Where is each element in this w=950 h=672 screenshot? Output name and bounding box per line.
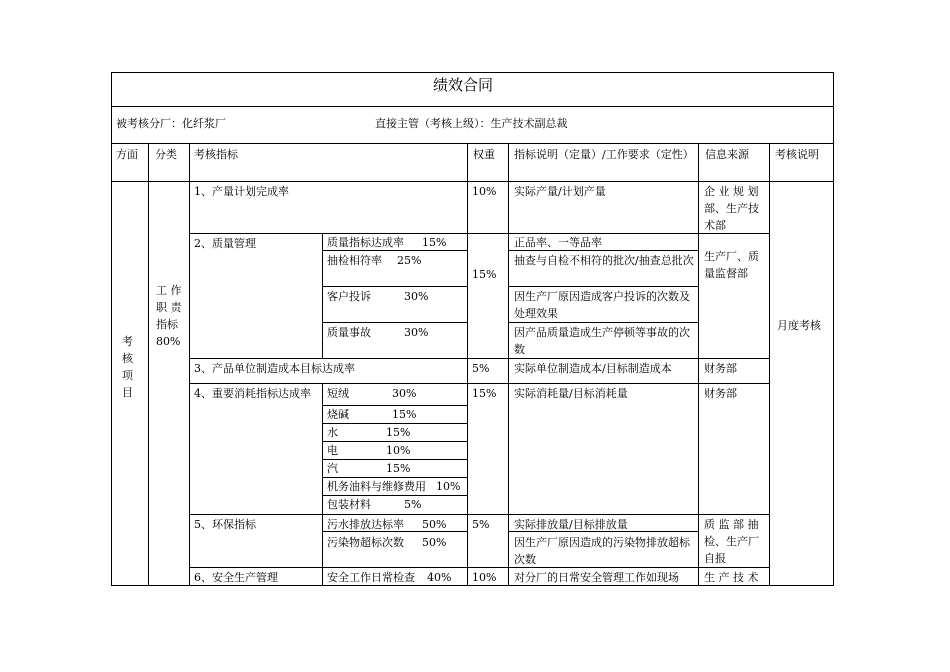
sub-indicator-label: 污水排放达标率 [327, 518, 404, 531]
sub-indicator-pct: 5% [404, 498, 422, 511]
class-line-4: 80% [156, 335, 181, 348]
sub-indicator-pct: 10% [386, 444, 411, 457]
page-title: 绩效合同 [433, 76, 494, 94]
indicator-weight: 5% [472, 518, 490, 531]
sub-indicator-label: 质量指标达成率 [327, 236, 404, 249]
sub-indicator-label: 抽检相符率 [327, 254, 382, 267]
indicator-desc: 实际产量/计划产量 [514, 185, 606, 198]
q-sub-sep-3 [322, 322, 467, 323]
sub-indicator-label: 安全工作日常检查 [327, 571, 415, 584]
sub-indicator-pct: 15% [386, 462, 411, 475]
col-line-1 [148, 143, 149, 586]
sub-indicator-pct: 15% [422, 236, 447, 249]
sub-indicator-label: 短绒 [327, 387, 349, 400]
row-sep-1 [189, 233, 769, 234]
sub-indicator-pct: 50% [422, 518, 447, 531]
info-source: 质 监 部 抽检、生产厂自报 [704, 518, 759, 565]
indicator-desc: 因生产厂原因造成的污染物排放超标次数 [514, 536, 690, 566]
assessed-unit: 被考核分厂：化纤浆厂 [116, 117, 226, 130]
row-sep-2 [189, 358, 769, 359]
header-divider [111, 181, 834, 182]
header-quanzhong: 权重 [473, 148, 495, 161]
aspect-char-4: 目 [122, 386, 133, 399]
row-sep-4 [189, 514, 769, 515]
sub-indicator-label: 水 [327, 426, 338, 439]
class-line-1: 工 作 [156, 284, 182, 297]
table-border-top [111, 72, 834, 73]
info-source: 生 产 技 术 [704, 571, 759, 584]
indicator-desc: 实际消耗量/目标消耗量 [514, 387, 628, 400]
aspect-char-2: 核 [122, 352, 133, 365]
sub-indicator-label: 质量事故 [327, 326, 371, 339]
info-source: 企 业 规 划部、生产技术部 [704, 185, 759, 232]
header-fangmian: 方面 [116, 148, 138, 161]
q-sub-sep-2 [322, 286, 467, 287]
info-source: 财务部 [704, 387, 737, 400]
table-border-right [833, 72, 834, 586]
header-zhibiao: 考核指标 [194, 148, 238, 161]
indicator-name: 5、环保指标 [194, 518, 256, 531]
sub-indicator-label: 烧碱 [327, 408, 349, 421]
sub-indicator-label: 污染物超标次数 [327, 536, 404, 549]
indicator-weight: 5% [472, 362, 490, 375]
q-desc-sep-3 [508, 322, 698, 323]
indicator-weight: 10% [472, 571, 497, 584]
info-source: 财务部 [704, 362, 737, 375]
indicator-weight: 15% [472, 268, 497, 281]
sub-indicator-pct: 30% [392, 387, 417, 400]
sub-col-line-b [322, 383, 323, 586]
col-line-6 [698, 143, 699, 586]
info-divider [111, 143, 834, 144]
header-kaohe: 考核说明 [775, 148, 819, 161]
sub-indicator-label: 汽 [327, 462, 338, 475]
aspect-char-3: 项 [122, 369, 133, 382]
col-line-4 [467, 143, 468, 586]
sub-indicator-label: 电 [327, 444, 338, 457]
indicator-desc: 因生产厂原因造成客户投诉的次数及处理效果 [514, 290, 690, 320]
indicator-name: 1、产量计划完成率 [194, 185, 289, 198]
indicator-weight: 10% [472, 185, 497, 198]
indicator-desc: 正品率、一等品率 [514, 236, 602, 249]
sub-indicator-label: 包装材料 [327, 498, 371, 511]
sub-indicator-pct: 15% [386, 426, 411, 439]
sub-col-line-a [322, 233, 323, 358]
indicator-name: 2、质量管理 [194, 237, 256, 250]
sub-indicator-label: 客户投诉 [327, 290, 371, 303]
indicator-desc: 抽查与自检不相符的批次/抽查总批次 [514, 254, 694, 267]
sub-indicator-pct: 50% [422, 536, 447, 549]
sub-indicator-pct: 30% [404, 290, 429, 303]
assessment-note-monthly: 月度考核 [777, 319, 821, 332]
class-line-3: 指标 [156, 318, 178, 331]
table-border-left [111, 72, 112, 586]
indicator-name: 4、重要消耗指标达成率 [194, 387, 311, 400]
header-shuoming: 指标说明（定量）/工作要求（定性） [514, 148, 694, 161]
indicator-desc: 实际单位制造成本/目标制造成本 [514, 362, 672, 375]
title-divider [111, 106, 834, 107]
indicator-desc: 实际排放量/目标排放量 [514, 518, 628, 531]
sub-indicator-pct: 30% [404, 326, 429, 339]
indicator-desc: 因产品质量造成生产停顿等事故的次数 [514, 326, 690, 356]
indicator-desc: 对分厂的日常安全管理工作如现场 [514, 571, 679, 584]
col-line-7 [769, 143, 770, 586]
col-line-2 [189, 143, 190, 586]
sub-indicator-pct: 25% [397, 254, 422, 267]
sub-indicator-pct: 10% [436, 480, 461, 493]
indicator-name: 6、安全生产管理 [194, 571, 278, 584]
sub-indicator-pct: 15% [392, 408, 417, 421]
col-line-5 [508, 143, 509, 586]
sub-indicator-label: 机务油料与维修费用 [327, 480, 426, 493]
direct-supervisor: 直接主管（考核上级）：生产技术副总裁 [375, 117, 568, 130]
row-sep-3 [189, 383, 769, 384]
sub-indicator-pct: 40% [427, 571, 452, 584]
info-source: 生产厂、质量监督部 [704, 250, 759, 280]
header-fenlei: 分类 [155, 148, 177, 161]
header-xinxi: 信息来源 [705, 148, 749, 161]
class-line-2: 职 责 [156, 301, 182, 314]
aspect-char-1: 考 [122, 335, 133, 348]
indicator-name: 3、产品单位制造成本目标达成率 [194, 362, 355, 375]
indicator-weight: 15% [472, 387, 497, 400]
q-desc-sep-2 [508, 286, 698, 287]
